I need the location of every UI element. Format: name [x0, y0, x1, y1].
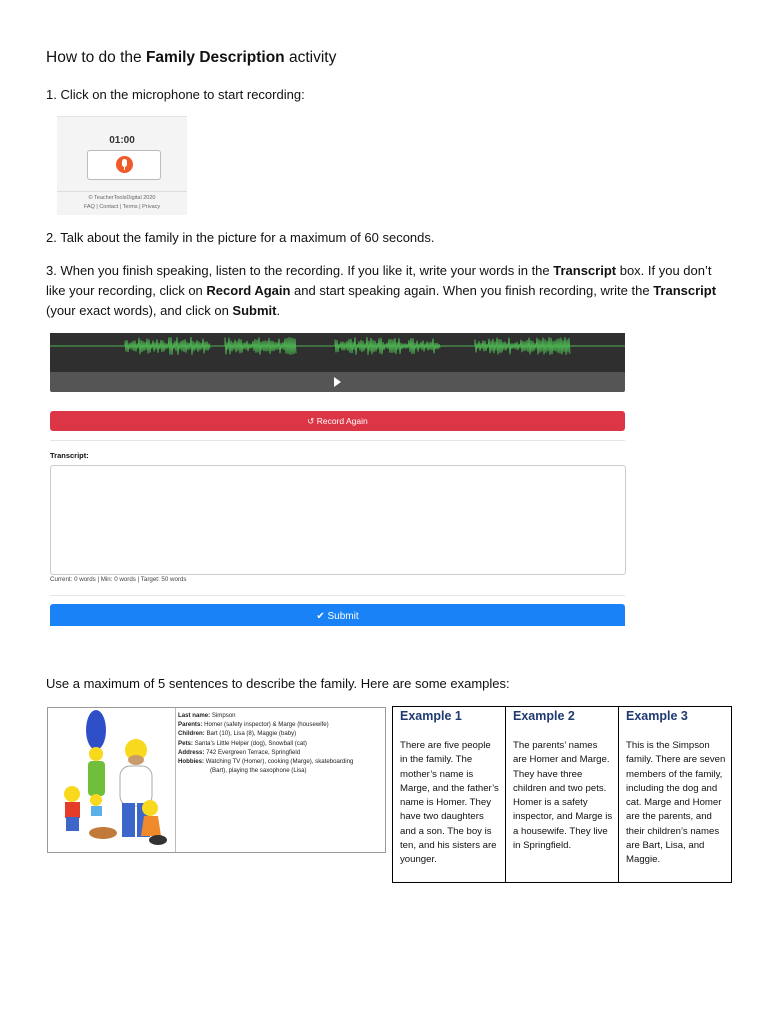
undo-icon: ↺: [307, 416, 315, 426]
divider: [50, 440, 625, 441]
example-title: Example 1: [400, 709, 462, 723]
waveform-graphic: [50, 333, 625, 373]
example-text: There are five people in the family. The mother’s name is Marge, and the father’s name is Homer. They have two daughters and a son. The boy is ten, and his sisters are younger.: [400, 740, 499, 866]
divider: [50, 595, 625, 596]
recorder-widget: [57, 116, 187, 215]
instruction: Use a maximum of 5 sentences to describe the family. Here are some examples:: [46, 676, 510, 691]
microphone-icon[interactable]: [116, 156, 133, 173]
record-again-button[interactable]: ↺ Record Again: [50, 411, 625, 431]
simpson-family-illustration: [48, 708, 175, 852]
step-1: 1. Click on the microphone to start recording:: [46, 87, 305, 102]
example-title: Example 2: [513, 709, 575, 723]
step-2: 2. Talk about the family in the picture for a maximum of 60 seconds.: [46, 230, 435, 245]
family-card: [47, 707, 386, 853]
example-column: [618, 707, 731, 882]
example-text: This is the Simpson family. There are seven members of the family, including the dog and cat. Marge and Homer are the parents, and their children’s names are Bart, Lisa, and Maggie.: [626, 740, 726, 866]
example-text: The parents’ names are Homer and Marge. They have three children and two pets. Homer is a safety inspector, and Marge is a housewife. They live in Springfield.: [513, 740, 613, 852]
transcript-label: Transcript:: [50, 451, 89, 460]
check-icon: ✔: [316, 611, 325, 622]
submit-button[interactable]: ✔ Submit: [50, 604, 625, 626]
step-3: 3. When you finish speaking, listen to the recording. If you like it, write your words in the Transcript box. If you don’t like your recording, click on Record Again and start speaking again. When you finish recording, write the Transcript (your exact words), and click on Submit.: [46, 263, 717, 318]
page-title: How to do the Family Description activity: [46, 49, 337, 66]
example-title: Example 3: [626, 709, 688, 723]
waveform[interactable]: [50, 333, 625, 373]
transcript-input[interactable]: [50, 465, 626, 575]
example-column: [505, 707, 618, 882]
examples-table: [392, 706, 732, 883]
family-info: Last name: Simpson Parents: Homer (safety inspector) & Marge (housewife) Children: Bart (10), Lisa (8), Maggie (baby) Pets: Santa’s Little Helper (dog), Snowball (cat) Address: 742 Evergreen Terrace, Springfield Hobbies: Watching TV (Homer), cooking (Marge), skateboarding (Bart), playing the saxophone (Lisa): [178, 712, 354, 775]
recorder-footer: © TeacherToolsDigital 2020 FAQ | Contact | Terms | Privacy: [57, 191, 187, 212]
playback-controls[interactable]: [50, 372, 625, 392]
timer: 01:00: [109, 135, 135, 146]
word-counts: Current: 0 words | Min: 0 words | Target: 50 words: [50, 576, 187, 583]
example-column: [393, 707, 505, 882]
play-icon[interactable]: [334, 377, 341, 387]
record-button[interactable]: [87, 150, 161, 180]
